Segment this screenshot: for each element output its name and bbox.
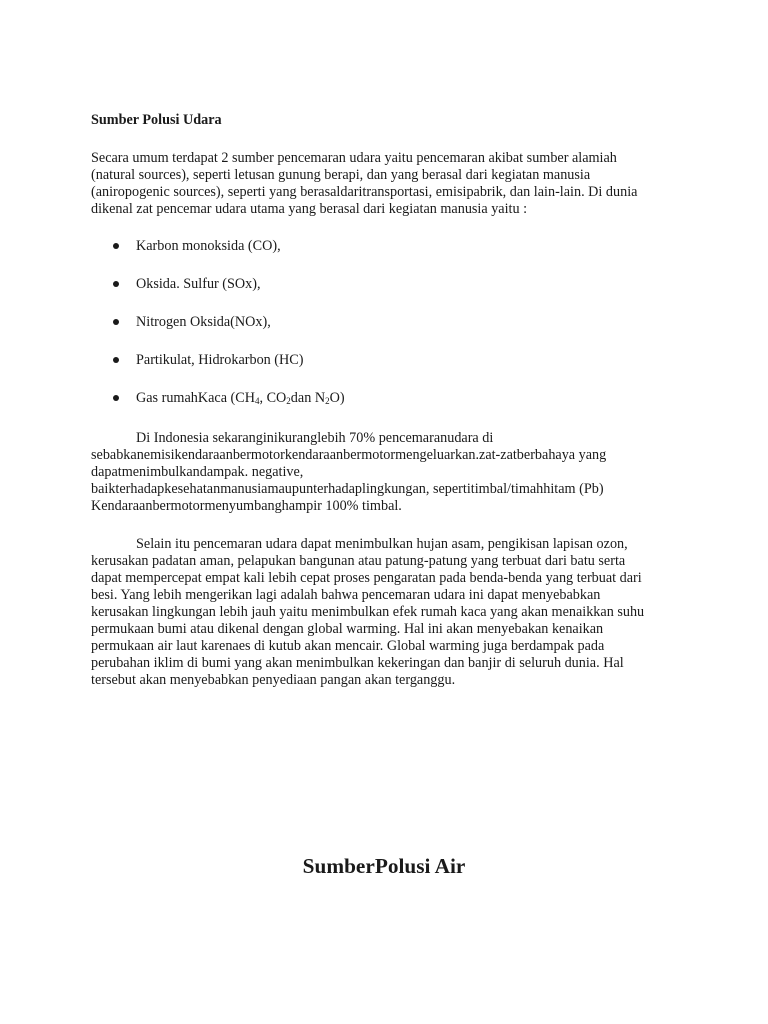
intro-line: (aniropogenic sources), seperti yang berasaldaritransportasi, emisipabrik, dan lain-lain. Di dunia bbox=[91, 184, 638, 200]
intro-line: dikenal zat pencemar udara utama yang berasal dari kegiatan manusia yaitu : bbox=[91, 201, 528, 217]
list-item-text: Oksida. Sulfur (SOx), bbox=[136, 276, 261, 292]
gas-mid1: , CO bbox=[259, 390, 287, 406]
paragraph-line: dapat mempercepat empat kali lebih cepat proses pengaratan pada benda-benda yang terbuat dari bbox=[91, 570, 642, 586]
paragraph-line: baikterhadapkesehatanmanusiamaupunterhadaplingkungan, sepertitimbal/timahhitam (Pb) bbox=[91, 481, 604, 497]
intro-paragraph bbox=[91, 150, 691, 218]
paragraph-line: permukaan air laut karenaes di kutub akan mencair. Global warming juga berdampak pada bbox=[91, 638, 605, 654]
paragraph-line: tersebut akan menyebabkan penyediaan pangan akan terganggu. bbox=[91, 672, 456, 688]
intro-line: Secara umum terdapat 2 sumber pencemaran udara yaitu pencemaran akibat sumber alamiah bbox=[91, 150, 617, 166]
paragraph-line: sebabkanemisikendaraanbermotorkendaraanbermotormengeluarkan.zat-zatberbahaya yang bbox=[91, 447, 607, 463]
gas-suffix: O) bbox=[329, 390, 345, 406]
bullet-icon bbox=[113, 319, 119, 325]
document-title: Sumber Polusi Udara bbox=[91, 112, 222, 128]
bullet-icon bbox=[113, 281, 119, 287]
gas-prefix: Gas rumahKaca (CH bbox=[136, 390, 255, 406]
paragraph-line: dapatmenimbulkandampak. negative, bbox=[91, 464, 304, 480]
bullet-icon bbox=[113, 357, 119, 363]
effects-paragraph bbox=[91, 536, 691, 689]
paragraph-line: permukaan bumi atau dikenal dengan global warming. Hal ini akan menyebakan kenaikan bbox=[91, 621, 604, 637]
intro-line: (natural sources), seperti letusan gunung berapi, dan yang berasal dari kegiatan manusia bbox=[91, 167, 591, 183]
paragraph-line: kerusakan lingkungan lebih jauh yaitu menimbulkan efek rumah kaca yang akan menaikkan suhu bbox=[91, 604, 645, 620]
paragraph-line: besi. Yang lebih mengerikan lagi adalah bahwa pencemaran udara ini dapat menyebabkan bbox=[91, 587, 601, 603]
co2-subscript: 2 bbox=[286, 396, 291, 406]
gas-mid2: dan N bbox=[290, 390, 326, 406]
indonesia-paragraph bbox=[91, 430, 691, 515]
list-item-text: Nitrogen Oksida(NOx), bbox=[136, 314, 271, 330]
paragraph-line: perubahan iklim di bumi yang akan menimbulkan kekeringan dan banjir di seluruh dunia. Hal bbox=[91, 655, 624, 671]
paragraph-line: Di Indonesia sekaranginikuranglebih 70% pencemaranudara di bbox=[136, 430, 494, 446]
list-item-text-greenhouse-gas bbox=[136, 390, 345, 407]
bullet-icon bbox=[113, 395, 119, 401]
list-item-text: Karbon monoksida (CO), bbox=[136, 238, 281, 254]
paragraph-line: kerusakan padatan aman, pelapukan bangunan atau patung-patung yang terbuat dari batu serta bbox=[91, 553, 626, 569]
ch4-subscript: 4 bbox=[254, 396, 260, 406]
section-heading-water-pollution: SumberPolusi Air bbox=[302, 854, 466, 878]
list-item-text: Partikulat, Hidrokarbon (HC) bbox=[136, 352, 304, 368]
paragraph-line: Kendaraanbermotormenyumbanghampir 100% timbal. bbox=[91, 498, 402, 514]
bullet-icon bbox=[113, 243, 119, 249]
n2o-subscript: 2 bbox=[325, 396, 330, 406]
paragraph-line: Selain itu pencemaran udara dapat menimbulkan hujan asam, pengikisan lapisan ozon, bbox=[136, 536, 628, 552]
